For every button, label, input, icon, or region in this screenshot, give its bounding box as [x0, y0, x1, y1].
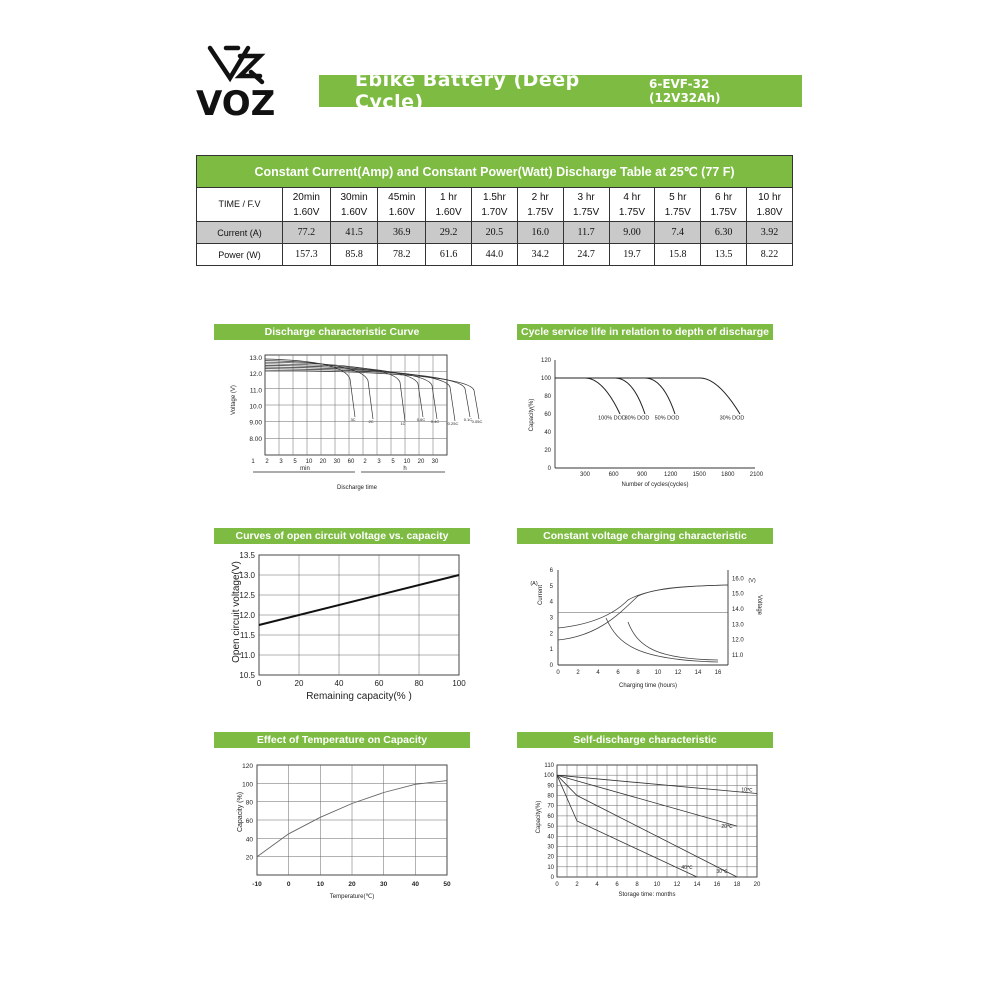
- y-tick-label: 2: [549, 631, 553, 638]
- column-time: 10 hr: [758, 191, 781, 203]
- column-fv: 1.70V: [481, 206, 508, 218]
- y-tick-label: 80: [547, 793, 554, 800]
- x-tick-label: 14: [693, 882, 701, 888]
- curve-label: 0.25C: [447, 421, 459, 426]
- table-cell: 77.2: [283, 222, 331, 244]
- column-header: [563, 188, 609, 222]
- x-tick-label: 6: [615, 882, 619, 888]
- table-cell: 44.0: [472, 244, 518, 266]
- y-tick-label: 60: [547, 813, 554, 820]
- y-tick-label: 11.0: [732, 653, 744, 659]
- chart-title-discharge: Discharge characteristic Curve: [214, 324, 470, 340]
- column-fv: 1.75V: [573, 206, 600, 218]
- column-header: [283, 188, 331, 222]
- column-time: 2 hr: [531, 191, 549, 203]
- discharge-table: [196, 155, 793, 266]
- column-time: 1 hr: [439, 191, 458, 203]
- x-tick-label: 0: [256, 679, 262, 688]
- x-axis-label: Storage time: months: [618, 892, 676, 898]
- y-axis-label: Capacity (%): [237, 791, 244, 833]
- table-cell: 16.0: [517, 222, 563, 244]
- y-axis-label: Voltage (V): [231, 385, 237, 415]
- temperature-chart: [222, 757, 462, 902]
- x-axis-label: Temperature(℃): [329, 894, 375, 900]
- y-tick-label: 20: [245, 854, 253, 862]
- x-tick-label: 1500: [692, 472, 706, 478]
- table-cell: 157.3: [283, 244, 331, 266]
- y-tick-label: 1: [549, 647, 553, 654]
- y-tick-label: 8.00: [249, 435, 262, 443]
- table-cell: 7.4: [655, 222, 701, 244]
- x-tick-label: 10: [305, 459, 313, 465]
- column-fv: 1.75V: [527, 206, 554, 218]
- y-tick-label: 11.0: [240, 651, 255, 660]
- x-tick-label: 3: [377, 459, 381, 465]
- ocv-line: [259, 575, 459, 625]
- table-cell: 41.5: [330, 222, 378, 244]
- curve-label: 0.05C: [471, 419, 483, 424]
- x-tick-label: 30: [333, 459, 341, 465]
- x-tick-label: 0: [555, 882, 559, 888]
- y-tick-label: 30: [547, 844, 554, 851]
- column-header: [330, 188, 378, 222]
- x-tick-label: 18: [733, 882, 741, 888]
- x-tick-label: 2: [265, 459, 269, 465]
- x-tick-label: 5: [293, 459, 297, 465]
- discharge-curve-chart: [225, 345, 483, 495]
- series-label: 10℃: [741, 787, 753, 794]
- x-tick-label: 16: [714, 670, 722, 676]
- table-cell: 6.30: [701, 222, 747, 244]
- y-axis-label: Open circuit voltage(V): [231, 561, 242, 663]
- x-tick-label: 2: [576, 670, 580, 676]
- x-tick-label: 10: [654, 670, 662, 676]
- y-tick-label: 120: [242, 763, 253, 770]
- x-tick-label: 60: [347, 459, 355, 465]
- x-group-label: min: [300, 466, 310, 472]
- discharge-curve: [265, 367, 455, 421]
- curve-label: 0.6C: [416, 417, 426, 422]
- chart-title-ocv: Curves of open circuit voltage vs. capacity: [214, 528, 470, 544]
- x-tick-label: 900: [637, 472, 648, 478]
- column-fv: 1.80V: [756, 206, 783, 218]
- ocv-capacity-chart: [222, 550, 472, 705]
- y-tick-label: 0: [550, 875, 554, 881]
- table-title: Constant Current(Amp) and Constant Power(Watt) Discharge Table at 25℃ (77 F): [197, 156, 793, 188]
- x-tick-label: 600: [608, 472, 619, 478]
- x-tick-label: 2100: [749, 472, 764, 478]
- y-tick-label: 80: [544, 394, 551, 400]
- y-tick-label: 3: [549, 615, 553, 622]
- x-tick-label: 10: [403, 459, 411, 465]
- column-fv: 1.60V: [435, 206, 462, 218]
- table-cell: 11.7: [563, 222, 609, 244]
- y-tick-label: 80: [245, 799, 253, 807]
- x-tick-label: 50: [443, 881, 451, 888]
- y-tick-label: 70: [547, 803, 554, 810]
- y-axis-label-right: Voltage: [756, 594, 762, 616]
- y-tick-label: 100: [242, 781, 253, 789]
- y-tick-label: 10: [547, 864, 554, 871]
- table-cell: 20.5: [472, 222, 518, 244]
- y-tick-label: 13.0: [239, 571, 255, 580]
- column-header: [517, 188, 563, 222]
- row-label: Power (W): [197, 244, 283, 266]
- y-tick-label: 11.0: [249, 387, 262, 395]
- x-tick-label: 2: [363, 459, 367, 465]
- y-axis-label: Capacity(%): [529, 398, 535, 432]
- cycle-life-curve: [555, 378, 675, 414]
- y-tick-label: 90: [547, 783, 554, 790]
- y-tick-label: 12.5: [239, 591, 255, 600]
- x-axis-label: Number of cycles(cycles): [621, 482, 689, 488]
- current-curve-1: [606, 618, 718, 662]
- x-tick-label: 1800: [721, 472, 735, 478]
- y-tick-label: 13.5: [239, 551, 255, 560]
- y-tick-label: 9.00: [249, 419, 262, 427]
- y-axis-label-left: Current: [538, 584, 544, 606]
- x-tick-label: 14: [694, 670, 702, 676]
- x-tick-label: 6: [616, 670, 620, 676]
- y-tick-label: 10.0: [249, 403, 262, 411]
- row-label: Current (A): [197, 222, 283, 244]
- current-curve-2: [628, 622, 718, 660]
- x-tick-label: 8: [635, 882, 639, 888]
- column-fv: 1.60V: [341, 206, 368, 218]
- x-tick-label: -10: [252, 881, 262, 888]
- column-fv: 1.60V: [388, 206, 415, 218]
- column-fv: 1.75V: [618, 206, 646, 218]
- x-tick-label: 60: [374, 679, 384, 688]
- column-time: 1.5hr: [483, 191, 506, 203]
- column-header: [426, 188, 472, 222]
- x-tick-label: 300: [579, 472, 591, 478]
- column-time: 3 hr: [577, 191, 595, 203]
- curve-label: 3C: [350, 417, 356, 422]
- x-tick-label: 5: [391, 459, 395, 465]
- table-cell: 78.2: [378, 244, 426, 266]
- table-row: [197, 244, 793, 266]
- x-group-label: h: [403, 466, 407, 472]
- y-tick-label: 40: [245, 836, 253, 844]
- series-label: 20℃: [721, 824, 733, 831]
- column-header: [655, 188, 701, 222]
- column-fv: 1.75V: [664, 206, 691, 218]
- y-tick-label: 11.5: [240, 631, 255, 640]
- curve-label: 0.1C: [463, 417, 473, 422]
- chart-title-cycle-life: Cycle service life in relation to depth of discharge: [517, 324, 773, 340]
- column-time: 6 hr: [715, 191, 733, 203]
- curve-label: 0.4C: [430, 419, 440, 424]
- y-tick-label: 13.0: [249, 355, 262, 362]
- column-time: 30min: [340, 191, 368, 203]
- table-cell: 24.7: [563, 244, 609, 266]
- series-label: 30% DOD: [719, 415, 745, 422]
- x-tick-label: 20: [319, 459, 327, 465]
- product-banner: [319, 69, 802, 113]
- column-fv: 1.60V: [293, 206, 320, 218]
- x-tick-label: 10: [653, 882, 661, 888]
- curve-label: 2C: [368, 419, 374, 424]
- x-tick-label: 20: [753, 882, 761, 888]
- table-cell: 36.9: [378, 222, 426, 244]
- series-label: 30℃: [716, 868, 728, 875]
- x-tick-label: 3: [279, 459, 283, 465]
- column-time: 5 hr: [669, 191, 687, 203]
- x-tick-label: 16: [713, 882, 721, 888]
- series-label: 50% DOD: [654, 415, 680, 422]
- table-cell: 29.2: [426, 222, 472, 244]
- charging-chart: [520, 560, 775, 700]
- y-tick-label: 12.0: [732, 637, 744, 644]
- column-header: [378, 188, 426, 222]
- cycle-life-curve: [555, 378, 620, 414]
- x-tick-label: 20: [348, 881, 356, 888]
- table-cell: 85.8: [330, 244, 378, 266]
- x-tick-label: 80: [414, 679, 424, 688]
- series-label: 100% DOD: [598, 415, 626, 422]
- series-label: 40℃: [681, 864, 693, 871]
- column-header: [747, 188, 793, 222]
- y-tick-label: 15.0: [732, 591, 744, 598]
- x-tick-label: 1: [251, 459, 255, 465]
- y-tick-label: 40: [544, 430, 551, 436]
- table-cell: 3.92: [747, 222, 793, 244]
- chart-title-self-discharge: Self-discharge characteristic: [517, 732, 773, 748]
- chart-title-temperature: Effect of Temperature on Capacity: [214, 732, 470, 748]
- column-fv: 1.75V: [710, 206, 737, 218]
- x-tick-label: 4: [596, 670, 600, 676]
- x-axis-label: Remaining capacity(% ): [306, 691, 412, 702]
- y-tick-label: 20: [544, 448, 551, 454]
- x-tick-label: 2: [575, 882, 579, 888]
- banner-model: 6-EVF-32 (12V32Ah): [648, 77, 721, 105]
- table-cell: 61.6: [426, 244, 472, 266]
- column-header: [609, 188, 655, 222]
- table-row: [197, 222, 793, 244]
- column-header: [472, 188, 518, 222]
- x-tick-label: 12: [673, 882, 681, 888]
- row-header: TIME / F.V: [197, 188, 283, 222]
- y-axis-label: Capacity(%): [536, 800, 542, 834]
- voltage-curve-1: [558, 585, 728, 628]
- x-tick-label: 1200: [664, 472, 678, 478]
- x-tick-label: 20: [417, 459, 425, 465]
- column-header: [701, 188, 747, 222]
- x-tick-label: 12: [674, 670, 682, 676]
- x-axis-label: Discharge time: [336, 485, 378, 491]
- cycle-life-curve: [555, 378, 645, 414]
- y-tick-label: 40: [547, 834, 554, 841]
- y-tick-label: 4: [549, 599, 553, 606]
- column-time: 20min: [292, 191, 320, 203]
- y-tick-label: 100: [540, 376, 551, 382]
- x-tick-label: 30: [380, 881, 388, 888]
- y-tick-label: 100: [543, 773, 554, 780]
- table-cell: 13.5: [701, 244, 747, 266]
- table-cell: 34.2: [517, 244, 563, 266]
- unit-left: (A): [530, 581, 538, 587]
- chart-title-charging: Constant voltage charging characteristic: [517, 528, 773, 544]
- y-tick-label: 10.5: [239, 671, 255, 680]
- x-axis-label: Charging time (hours): [618, 683, 678, 689]
- y-tick-label: 120: [540, 358, 551, 364]
- logo-text: VOZ: [196, 84, 276, 124]
- x-tick-label: 8: [636, 670, 640, 676]
- x-tick-label: 4: [595, 882, 599, 888]
- x-tick-label: 0: [286, 881, 291, 888]
- x-tick-label: 20: [294, 679, 304, 688]
- x-tick-label: 100: [452, 679, 466, 688]
- x-tick-label: 30: [431, 459, 439, 465]
- banner-title: Ebike Battery (Deep Cycle): [355, 69, 580, 113]
- table-header-row: [197, 188, 793, 222]
- discharge-curve: [265, 369, 470, 417]
- unit-right: (V): [748, 578, 756, 584]
- column-time: 4 hr: [623, 191, 641, 203]
- y-tick-label: 16.0: [732, 576, 744, 583]
- x-tick-label: 40: [411, 881, 419, 888]
- x-tick-label: 0: [556, 670, 560, 676]
- y-tick-label: 14.0: [732, 607, 744, 614]
- table-cell: 8.22: [747, 244, 793, 266]
- cycle-life-chart: [525, 350, 775, 490]
- series-label: 80% DOD: [624, 415, 650, 422]
- curve-label: 1C: [400, 421, 406, 426]
- y-tick-label: 50: [547, 824, 554, 831]
- table-title-row: [197, 156, 793, 188]
- table-cell: 9.00: [609, 222, 655, 244]
- y-tick-label: 60: [245, 818, 253, 825]
- y-tick-label: 13.0: [732, 622, 744, 629]
- y-tick-label: 6: [549, 568, 553, 574]
- table-cell: 15.8: [655, 244, 701, 266]
- y-tick-label: 60: [544, 412, 551, 418]
- y-tick-label: 5: [549, 583, 553, 590]
- cycle-life-curve: [555, 378, 740, 414]
- discharge-curve: [265, 365, 437, 419]
- column-time: 45min: [388, 191, 416, 203]
- y-tick-label: 0: [547, 466, 551, 472]
- x-tick-label: 40: [334, 679, 344, 688]
- y-tick-label: 12.0: [249, 371, 262, 379]
- x-tick-label: 10: [316, 881, 324, 888]
- y-tick-label: 110: [544, 763, 554, 769]
- y-tick-label: 0: [549, 663, 553, 669]
- y-tick-label: 12.0: [239, 611, 255, 620]
- self-discharge-chart: [520, 757, 770, 902]
- table-cell: 19.7: [609, 244, 655, 266]
- y-tick-label: 20: [547, 854, 554, 861]
